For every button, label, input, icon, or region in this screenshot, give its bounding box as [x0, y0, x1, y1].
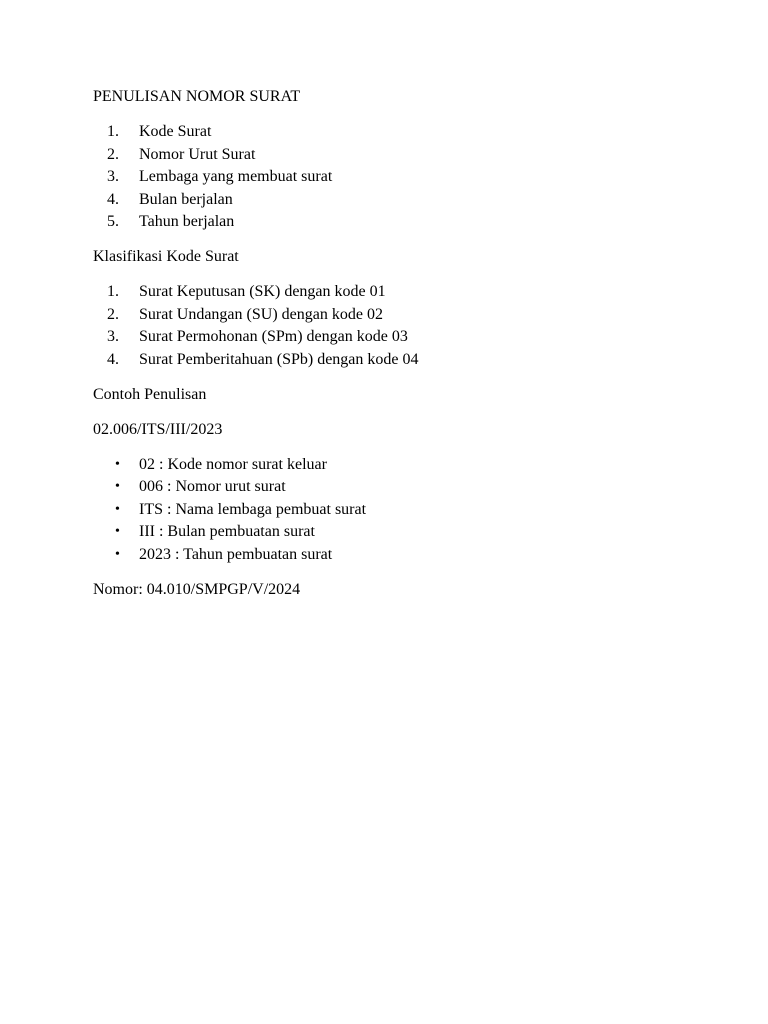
list-number: 4.: [107, 350, 119, 368]
list-number: 5.: [107, 213, 119, 230]
list-item-text: Nomor Urut Surat: [139, 145, 256, 163]
bullet-icon: •: [115, 501, 120, 517]
list-item-text: ITS : Nama lembaga pembuat surat: [139, 500, 367, 518]
list-item-text: 02 : Kode nomor surat keluar: [139, 455, 327, 473]
list-item-text: Surat Undangan (SU) dengan kode 02: [139, 305, 383, 323]
document-heading: PENULISAN NOMOR SURAT: [93, 88, 301, 105]
bullet-icon: •: [115, 524, 120, 539]
list-item: [93, 304, 693, 327]
document-body: [93, 86, 693, 614]
list-number: 2.: [107, 305, 119, 323]
list-item-text: Bulan berjalan: [139, 190, 233, 208]
bullet-icon: •: [115, 456, 120, 472]
list-item: [93, 521, 693, 544]
list-item: [93, 499, 693, 522]
example-heading: Contoh Penulisan: [93, 385, 207, 403]
list-number: 3.: [107, 168, 119, 185]
list-number: 1.: [107, 123, 119, 140]
list-item: [93, 121, 693, 144]
classification-list: [93, 281, 693, 371]
list-item: [93, 166, 693, 189]
list-item: [93, 326, 693, 349]
list-item: [93, 211, 693, 234]
example-number: 02.006/ITS/III/2023: [93, 420, 223, 438]
list-number: 4.: [107, 190, 119, 208]
bullet-icon: •: [115, 546, 120, 562]
list-number: 3.: [107, 328, 119, 345]
list-item-text: Surat Pemberitahuan (SPb) dengan kode 04: [139, 350, 419, 368]
list-item-text: 006 : Nomor urut surat: [139, 478, 286, 495]
list-item-text: Surat Keputusan (SK) dengan kode 01: [139, 283, 386, 300]
classification-heading: Klasifikasi Kode Surat: [93, 248, 239, 265]
list-item: [93, 454, 693, 477]
list-item-text: III : Bulan pembuatan surat: [139, 523, 315, 540]
list-item: [93, 476, 693, 499]
list-item-text: Tahun berjalan: [139, 213, 235, 230]
list-item: [93, 281, 693, 304]
explanation-list: [93, 454, 693, 567]
list-item: [93, 544, 693, 567]
list-item-text: 2023 : Tahun pembuatan surat: [139, 545, 333, 563]
list-item: [93, 144, 693, 167]
bullet-icon: •: [115, 479, 120, 494]
list-number: 1.: [107, 283, 119, 300]
list-item-text: Surat Permohonan (SPm) dengan kode 03: [139, 328, 408, 345]
list-item-text: Kode Surat: [139, 123, 212, 140]
list-item-text: Lembaga yang membuat surat: [139, 168, 333, 185]
list-item: [93, 349, 693, 372]
list-number: 2.: [107, 145, 119, 163]
final-letter-number: Nomor: 04.010/SMPGP/V/2024: [93, 580, 301, 598]
list-item: [93, 189, 693, 212]
parts-list: [93, 121, 693, 234]
